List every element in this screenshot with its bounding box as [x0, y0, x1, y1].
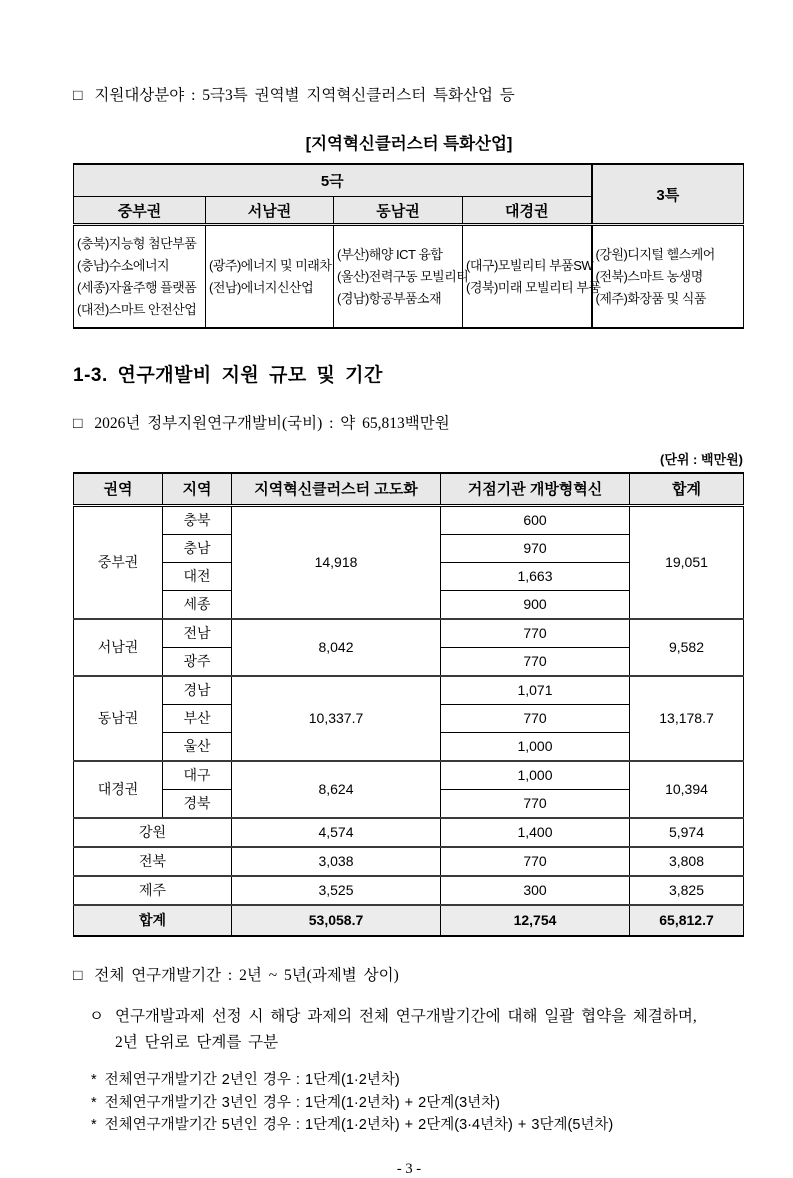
open-cell: 770 — [441, 789, 630, 818]
upgrade-cell: 8,624 — [232, 761, 441, 818]
open-cell: 1,071 — [441, 676, 630, 705]
period-sub-bullet — [89, 1004, 745, 1055]
table-row — [74, 676, 744, 705]
area-cell: 세종 — [163, 590, 232, 619]
total-label-cell: 합계 — [74, 905, 232, 936]
upgrade-cell: 14,918 — [232, 505, 441, 619]
col-header-upgrade: 지역혁신클러스터 고도화 — [232, 473, 441, 506]
upgrade-cell: 8,042 — [232, 619, 441, 676]
note-5yr: * 전체연구개발기간 5년인 경우 : 1단계(1·2년차) + 2단계(3·4년차) + 3단계(5년차) — [91, 1114, 745, 1136]
region-cell: 강원 — [74, 818, 232, 847]
col-header-3teuk: 3특 — [592, 164, 744, 225]
region-cell: 전북 — [74, 847, 232, 876]
total-row — [74, 905, 744, 936]
upgrade-cell: 10,337.7 — [232, 676, 441, 761]
support-field-line — [73, 86, 745, 105]
col-header-5geuk: 5극 — [74, 164, 592, 197]
col-header-open-innovation: 거점기관 개방형혁신 — [441, 473, 630, 506]
col-header-seonam: 서남권 — [206, 197, 334, 225]
region-cell: 동남권 — [74, 676, 163, 761]
table-row — [74, 761, 744, 790]
budget-table-header-row — [74, 473, 744, 506]
region-cell: 중부권 — [74, 505, 163, 619]
total-cell: 19,051 — [630, 505, 744, 619]
square-bullet-icon: □ — [73, 966, 83, 984]
region-cell: 서남권 — [74, 619, 163, 676]
area-cell: 광주 — [163, 647, 232, 676]
area-cell: 경북 — [163, 789, 232, 818]
area-cell: 울산 — [163, 732, 232, 761]
cell-3teuk-industries: (강원)디지털 헬스케어 (전북)스마트 농생명 (제주)화장품 및 식품 — [592, 225, 744, 329]
area-cell: 부산 — [163, 704, 232, 732]
asterisk-icon: * — [91, 1094, 97, 1111]
open-cell: 970 — [441, 534, 630, 562]
region-cell: 제주 — [74, 876, 232, 905]
asterisk-icon: * — [91, 1072, 97, 1089]
open-cell: 770 — [441, 647, 630, 676]
area-cell: 대구 — [163, 761, 232, 790]
budget-line — [73, 414, 745, 433]
table-row — [74, 619, 744, 648]
table-row — [74, 505, 744, 534]
budget-table — [73, 472, 744, 937]
note-2yr: * 전체연구개발기간 2년인 경우 : 1단계(1·2년차) — [91, 1069, 745, 1091]
area-cell: 충북 — [163, 505, 232, 534]
col-header-area: 지역 — [163, 473, 232, 506]
page-number: - 3 - — [396, 1160, 422, 1177]
open-cell: 770 — [441, 619, 630, 648]
area-cell: 대전 — [163, 562, 232, 590]
total-cell: 9,582 — [630, 619, 744, 676]
open-cell: 1,000 — [441, 761, 630, 790]
upgrade-cell: 3,525 — [232, 876, 441, 905]
section-title: 1-3. 연구개발비 지원 규모 및 기간 — [73, 365, 383, 387]
open-cell: 1,663 — [441, 562, 630, 590]
table1-header-row-1 — [74, 164, 744, 197]
square-bullet-icon: □ — [73, 415, 83, 433]
cell-jungbu-industries: (충북)지능형 첨단부품 (충남)수소에너지 (세종)자율주행 플랫폼 (대전)스마트 안전산업 — [74, 225, 206, 329]
open-cell: 900 — [441, 590, 630, 619]
open-cell: 1,400 — [441, 818, 630, 847]
area-cell: 경남 — [163, 676, 232, 705]
open-cell: 300 — [441, 876, 630, 905]
col-header-jungbu: 중부권 — [74, 197, 206, 225]
grand-total-cell: 65,812.7 — [630, 905, 744, 936]
total-cell: 10,394 — [630, 761, 744, 818]
region-cell: 대경권 — [74, 761, 163, 818]
open-cell: 770 — [441, 847, 630, 876]
col-header-total: 합계 — [630, 473, 744, 506]
open-cell: 1,000 — [441, 732, 630, 761]
area-cell: 충남 — [163, 534, 232, 562]
cell-seonam-industries: (광주)에너지 및 미래차 (전남)에너지신산업 — [206, 225, 334, 329]
table-row — [74, 847, 744, 876]
period-notes — [91, 1069, 745, 1136]
open-cell: 600 — [441, 505, 630, 534]
table1-title: [지역혁신클러스터 특화산업] — [305, 135, 513, 154]
area-cell: 전남 — [163, 619, 232, 648]
open-total-cell: 12,754 — [441, 905, 630, 936]
circle-bullet-icon: ㅇ — [89, 1008, 104, 1026]
col-header-region: 권역 — [74, 473, 163, 506]
total-cell: 3,808 — [630, 847, 744, 876]
open-cell: 770 — [441, 704, 630, 732]
table1-body-row — [74, 225, 744, 329]
table-row — [74, 876, 744, 905]
period-text: 전체 연구개발기간 : 2년 ~ 5년(과제별 상이) — [94, 966, 399, 984]
budget-text: 2026년 정부지원연구개발비(국비) : 약 65,813백만원 — [94, 415, 450, 433]
upgrade-cell: 4,574 — [232, 818, 441, 847]
upgrade-cell: 3,038 — [232, 847, 441, 876]
support-field-text: 지원대상분야 : 5극3특 권역별 지역혁신클러스터 특화산업 등 — [94, 87, 515, 104]
total-cell: 3,825 — [630, 876, 744, 905]
unit-note: (단위 : 백만원) — [659, 451, 743, 467]
cell-daegyeong-industries: (대구)모빌리티 부품SW (경북)미래 모빌리티 부품 — [463, 225, 592, 329]
specialized-industry-table — [73, 163, 744, 329]
table-row — [74, 818, 744, 847]
period-line — [73, 966, 745, 985]
note-3yr: * 전체연구개발기간 3년인 경우 : 1단계(1·2년차) + 2단계(3년차) — [91, 1092, 745, 1114]
total-cell: 13,178.7 — [630, 676, 744, 761]
square-bullet-icon: □ — [73, 87, 83, 104]
period-sub-text: 연구개발과제 선정 시 해당 과제의 전체 연구개발기간에 대해 일괄 협약을 체결하며, 2년 단위로 단계를 구분 — [114, 1008, 697, 1051]
asterisk-icon: * — [91, 1117, 97, 1134]
col-header-daegyeong: 대경권 — [463, 197, 592, 225]
total-cell: 5,974 — [630, 818, 744, 847]
col-header-dongnam: 동남권 — [334, 197, 463, 225]
upgrade-total-cell: 53,058.7 — [232, 905, 441, 936]
cell-dongnam-industries: (부산)해양 ICT 융합 (울산)전력구동 모빌리티 (경남)항공부품소재 — [334, 225, 463, 329]
